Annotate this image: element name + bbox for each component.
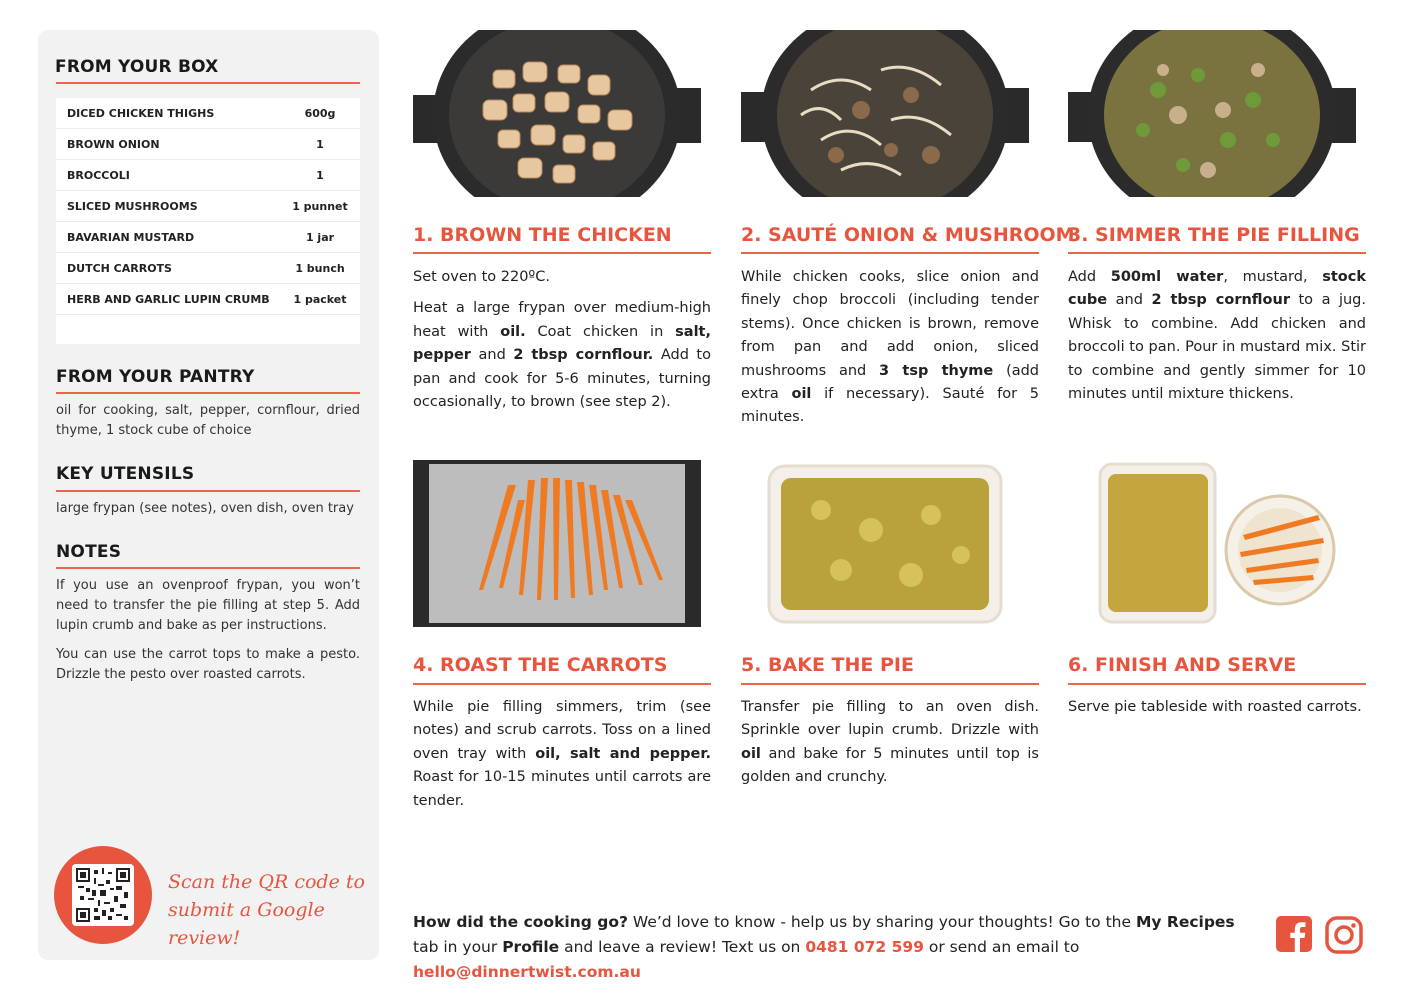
divider: [56, 490, 360, 492]
text: Transfer pie filling to an oven dish. Sprinkle over lupin crumb. Drizzle with: [741, 699, 1039, 739]
text: While chicken cooks, slice onion and finely chop broccoli (including tender stems). Once chicken is brown, remove from pan and add onion, sliced mushrooms and: [741, 269, 1039, 379]
text: and: [470, 347, 514, 364]
ingredient-qty: 1 bunch: [295, 261, 345, 275]
text: and bake for 5 minutes until top is golden and crunchy.: [741, 745, 1039, 786]
utensils-heading: KEY UTENSILS: [56, 464, 195, 484]
utensils-text: large frypan (see notes), oven dish, oven tray: [56, 501, 354, 516]
pantry-text: oil for cooking, salt, pepper, cornflour, dried thyme, 1 stock cube of choice: [56, 403, 360, 438]
ingredient-name: HERB AND GARLIC LUPIN CRUMB: [67, 292, 270, 306]
divider: [741, 252, 1039, 254]
table-row: [56, 253, 360, 284]
profile-link[interactable]: Profile: [502, 938, 560, 956]
step-4-title: 4. ROAST THE CARROTS: [413, 654, 668, 676]
text: We’d love to know - help us by sharing your thoughts! Go to the: [627, 913, 1136, 931]
step-text: Set oven to 220ºC.: [413, 269, 550, 285]
ingredient-qty: 1: [316, 168, 324, 182]
ingredient-name: DICED CHICKEN THIGHS: [67, 106, 215, 120]
text: While pie filling simmers, trim (see notes) and scrub carrots. Toss on a lined oven tray with: [413, 699, 711, 762]
text: to a jug. Whisk to combine. Add chicken and broccoli to pan. Pour in mustard mix. Stir to combine and gently simmer for 10 minutes until mixture thickens.: [1068, 292, 1366, 403]
step-text: [413, 696, 711, 813]
ingredient-qty: 1 packet: [293, 292, 347, 306]
qr-caption: [168, 868, 368, 952]
bold-text: 500ml water: [1110, 269, 1224, 285]
ingredients-table: [56, 98, 360, 344]
notes-text-2: You can use the carrot tops to make a pesto. Drizzle the pesto over roasted carrots.: [56, 647, 360, 682]
qr-badge[interactable]: [54, 846, 152, 944]
step-text: Serve pie tableside with roasted carrots.: [1068, 699, 1362, 715]
step-2-title: 2. SAUTÉ ONION & MUSHROOM: [741, 224, 1075, 246]
my-recipes-link[interactable]: My Recipes: [1135, 913, 1235, 931]
text: (add extra: [741, 362, 1040, 403]
text: Heat a large frypan over medium-high heat with: [413, 300, 711, 340]
step-2-body: [741, 266, 1039, 438]
divider: [56, 392, 360, 394]
step-6-body: [1068, 696, 1366, 727]
ingredient-name: BAVARIAN MUSTARD: [67, 230, 195, 244]
divider: [56, 82, 360, 84]
divider: [1068, 252, 1366, 254]
sidebar-panel: [38, 30, 379, 960]
step-5-title: 5. BAKE THE PIE: [741, 654, 914, 676]
divider: [413, 252, 711, 254]
step-text: [1068, 266, 1366, 406]
table-row: [56, 129, 360, 160]
step-1-title: 1. BROWN THE CHICKEN: [413, 224, 672, 246]
bold-text: oil, salt and pepper.: [535, 745, 711, 762]
step-text: [741, 266, 1039, 430]
bold-text: oil: [791, 386, 812, 403]
box-heading: FROM YOUR BOX: [55, 57, 219, 77]
email-link[interactable]: hello@dinnertwist.com.au: [413, 963, 641, 981]
table-row: [56, 191, 360, 222]
chicken-pan-photo: [413, 30, 701, 197]
ingredient-name: DUTCH CARROTS: [67, 261, 172, 275]
step-3-title: 3. SIMMER THE PIE FILLING: [1068, 224, 1360, 246]
text: Coat chicken in: [525, 323, 676, 340]
notes-text-1: If you use an ovenproof frypan, you won’t need to transfer the pie filling at step 5. Add lupin crumb and bake as per instructions.: [56, 578, 360, 633]
step-5-body: [741, 696, 1039, 798]
qr-caption-line: submit a Google review!: [168, 899, 325, 949]
bold-text: salt, pepper: [413, 323, 711, 364]
table-row: [56, 284, 360, 315]
table-row: [56, 98, 360, 129]
divider: [413, 683, 711, 685]
table-row-empty: [56, 315, 360, 344]
bold-text: 2 tbsp cornflour: [1151, 292, 1290, 309]
ingredient-name: SLICED MUSHROOMS: [67, 199, 198, 213]
step-4-body: [413, 696, 711, 821]
bold-text: 3 tsp thyme: [879, 362, 994, 379]
text: and leave a review! Text us on: [559, 938, 806, 956]
baked-pie-photo: [741, 460, 1029, 627]
step-6-title: 6. FINISH AND SERVE: [1068, 654, 1297, 676]
step-text: [413, 297, 711, 414]
table-row: [56, 160, 360, 191]
text: tab in your: [413, 938, 503, 956]
text: and: [1107, 292, 1152, 309]
ingredient-qty: 1 punnet: [292, 199, 348, 213]
step-text: [741, 696, 1039, 790]
onion-mushroom-pan-photo: [741, 30, 1029, 197]
ingredient-qty: 600g: [304, 106, 336, 120]
text: , mustard,: [1223, 269, 1323, 285]
footer-question: How did the cooking go?: [413, 913, 628, 931]
ingredient-name: BROWN ONION: [67, 137, 160, 151]
divider: [56, 567, 360, 569]
text: or send an email to: [923, 938, 1080, 956]
ingredient-qty: 1: [316, 137, 324, 151]
pie-filling-pan-photo: [1068, 30, 1356, 197]
phone-link[interactable]: 0481 072 599: [805, 938, 924, 956]
text: Add: [1068, 269, 1111, 285]
text: Add to pan and cook for 5-6 minutes, turning occasionally, to brown (see step 2).: [413, 347, 711, 411]
ingredient-name: BROCCOLI: [67, 168, 130, 182]
qr-caption-line: Scan the QR code to: [168, 871, 365, 893]
divider: [1068, 683, 1366, 685]
pantry-heading: FROM YOUR PANTRY: [56, 367, 255, 387]
table-row: [56, 222, 360, 253]
text: Roast for 10-15 minutes until carrots are tender.: [413, 769, 711, 809]
roast-carrots-photo: [413, 460, 701, 627]
finished-pie-and-carrots-photo: [1068, 460, 1356, 627]
step-3-body: [1068, 266, 1366, 414]
instagram-icon[interactable]: [1325, 916, 1363, 954]
qr-code-icon[interactable]: [72, 864, 134, 926]
feedback-footer: [413, 910, 1263, 985]
notes-heading: NOTES: [56, 542, 122, 562]
bold-text: oil: [741, 745, 761, 762]
bold-text: stock cube: [1068, 269, 1366, 309]
step-1-body: [413, 266, 711, 422]
facebook-icon[interactable]: [1276, 916, 1314, 954]
bold-text: oil.: [500, 323, 526, 340]
bold-text: 2 tbsp cornflour.: [513, 347, 654, 364]
divider: [741, 683, 1039, 685]
text: if necessary). Sauté for 5 minutes.: [741, 386, 1039, 426]
ingredient-qty: 1 jar: [305, 230, 335, 244]
